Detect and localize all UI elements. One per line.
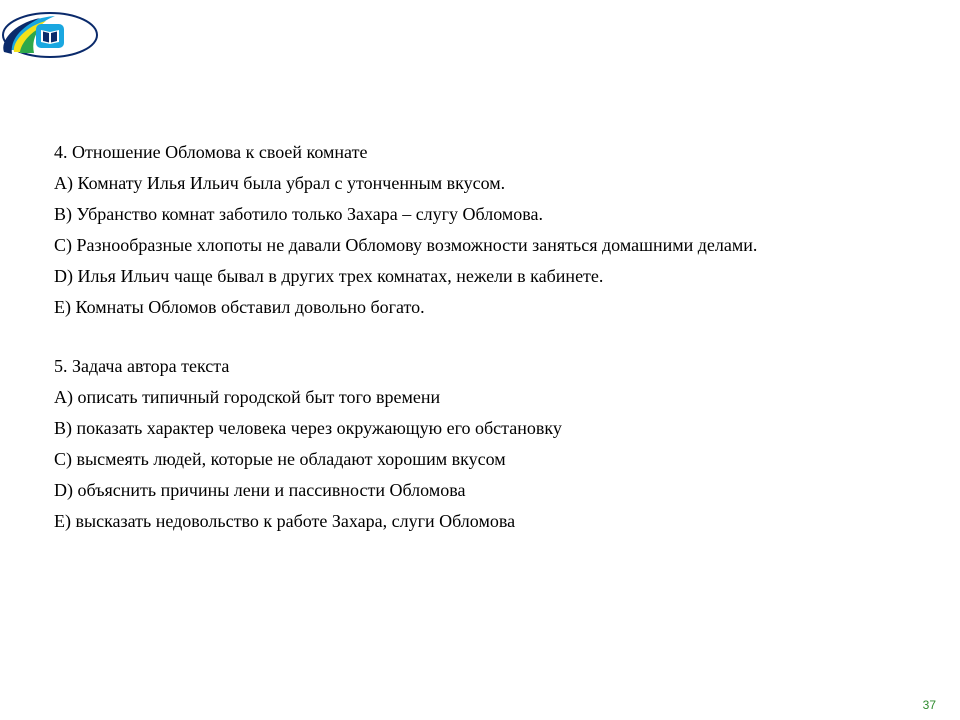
answer-option-c: C) Разнообразные хлопоты не давали Обломову возможности заняться домашними делами.	[54, 235, 758, 255]
answer-option-e: E) Комнаты Обломов обставил довольно богато.	[54, 297, 425, 317]
page-number: 37	[922, 698, 936, 712]
answer-option-d: D) объяснить причины лени и пассивности Обломова	[54, 480, 466, 500]
answer-option-b: B) Убранство комнат заботило только Захара – слугу Обломова.	[54, 204, 544, 224]
answer-option-d: D) Илья Ильич чаще бывал в других трех комнатах, нежели в кабинете.	[54, 266, 604, 286]
answer-option-b: B) показать характер человека через окружающую его обстановку	[54, 418, 562, 438]
book-globe-logo-icon	[0, 6, 104, 64]
answer-option-c: C) высмеять людей, которые не обладают хорошим вкусом	[54, 449, 506, 469]
question-title: 4. Отношение Обломова к своей комнате	[54, 142, 368, 162]
question-5	[54, 354, 824, 533]
question-4	[54, 140, 824, 319]
answer-option-e: E) высказать недовольство к работе Захара, слуги Обломова	[54, 511, 516, 531]
answer-option-a: A) Комнату Илья Ильич была убрал с утонченным вкусом.	[54, 173, 506, 193]
question-spacer	[54, 326, 824, 354]
test-questions	[54, 140, 824, 540]
question-title: 5. Задача автора текста	[54, 356, 230, 376]
answer-option-a: A) описать типичный городской быт того времени	[54, 387, 441, 407]
